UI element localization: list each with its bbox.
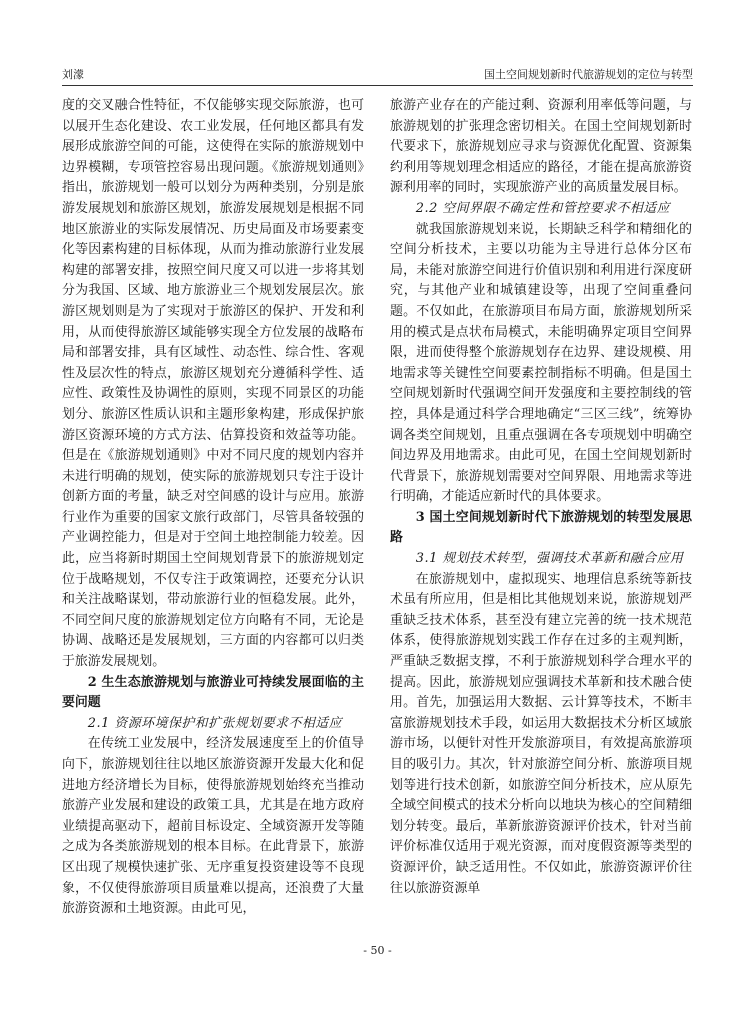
subsection-heading: 2.2 空间界限不确定性和管控要求不相适应: [415, 200, 671, 216]
header-rule: [62, 85, 693, 86]
paragraph: 在传统工业发展中，经济发展速度至上的价值导向下，旅游规划往往以地区旅游资源开发最大化和促进地方经济增长为目标，使得旅游规划始终充当推动旅游产业发展和建设的政策工具，尤其是在地方政府业绩提高驱动下，超前目标设定、全域资源开发等随之成为各类旅游规划的根本目标。在此背景下，旅游区出现了规模快速扩张、无序重复投资建设等不良现象，不仅使得旅游项目质量难以提高，还浪费了大量旅游资源和土地资源。由此可见，: [62, 736, 364, 917]
section-heading: 2 生生态旅游规划与旅游业可持续发展面临的主要问题: [62, 674, 364, 711]
page-number: - 50 -: [363, 944, 392, 957]
paragraph: 旅游产业存在的产能过剩、资源利用率低等问题，与旅游规划的扩张理念密切相关。在国土空间规划新时代要求下，旅游规划应寻求与资源优化配置、资源集约利用等规划理念相适应的路径，才能在提高旅游资源利用率的同时，实现旅游产业的高质量发展目标。: [390, 98, 692, 196]
paragraph: 就我国旅游规划来说，长期缺乏科学和精细化的空间分析技术，主要以功能为主导进行总体分区布局，未能对旅游空间进行价值识别和利用进行深度研究，与其他产业和城镇建设等，出现了空间重叠问题。不仅如此，在旅游项目布局方面，旅游规划所采用的模式是点状布局模式，未能明确界定项目空间界限，进而使得整个旅游规划存在边界、建设规模、用地需求等关键性空间要素控制指标不明确。但是国土空间规划新时代强调空间开发强度和主要控制线的管控，具体是通过科学合理地确定“三区三线”，统筹协调各类空间规划，且重点强调在各专项规划中明确空间边界及用地需求。由此可见，在国土空间规划新时代背景下，旅游规划需要对空间界限、用地需求等进行明确，才能适应新时代的具体要求。: [390, 221, 692, 505]
header-author: 刘濛: [62, 68, 84, 81]
left-column: [62, 96, 364, 920]
subsection-heading: 3.1 规划技术转型，强调技术革新和融合应用: [415, 551, 684, 567]
subsection-heading: 2.1 资源环境保护和扩张规划要求不相适应: [87, 715, 343, 731]
header-journal-title: 国土空间规划新时代旅游规划的定位与转型: [484, 68, 693, 81]
paragraph: 在旅游规划中，虚拟现实、地理信息系统等新技术虽有所应用，但是相比其他规划来说，旅游规划严重缺乏技术体系，甚至没有建立完善的统一技术规范体系，使得旅游规划实践工作存在过多的主观判断，严重缺乏数据支撑，不利于旅游规划科学合理水平的提高。因此，旅游规划应强调技术革新和技术融合使用。首先，加强运用大数据、云计算等技术，不断丰富旅游规划技术手段，如运用大数据技术分析区域旅游市场，以便针对性开发旅游项目，有效提高旅游项目的吸引力。其次，针对旅游空间分析、旅游项目规划等进行技术创新，如旅游空间分析技术，应从原先全域空间模式的技术分析向以地块为核心的空间精细划分转变。最后，革新旅游资源评价技术，针对当前评价标准仅适用于观光资源，而对度假资源等类型的资源评价，缺乏适用性。不仅如此，旅游资源评价往往以旅游资源单: [390, 571, 692, 896]
running-header: [62, 66, 693, 84]
section-heading: 3 国土空间规划新时代下旅游规划的转型发展思路: [390, 509, 692, 546]
right-column: [390, 96, 692, 899]
paragraph: 度的交叉融合性特征，不仅能够实现交际旅游，也可以展开生态化建设、农工业发展，任何地区都具有发展形成旅游空间的可能，这使得在实际的旅游规划中边界模糊，专项管控容易出现问题。《旅游规划通则》指出，旅游规划一般可以划分为两种类别，分别是旅游发展规划和旅游区规划，旅游发展规划是根据不同地区旅游业的实际发展情况、历史局面及市场要素变化等因素构建的目标体现，从而为推动旅游行业发展构建的部署安排，按照空间尺度又可以进一步将其划分为我国、区域、地方旅游业三个规划发展层次。旅游区规划则是为了实现对于旅游区的保护、开发和利用，从而使得旅游区域能够实现全方位发展的战略布局和部署安排，具有区域性、动态性、综合性、客观性及层次性的特点，旅游区规划充分遵循科学性、适应性、政策性及协调性的原则，实现不同景区的功能划分、旅游区性质认识和主题形象构建，形成保护旅游区资源环境的方式方法、估算投资和效益等功能。但是在《旅游规划通则》中对不同尺度的规划内容并未进行明确的规划，使实际的旅游规划只专注于设计创新方面的考量，缺乏对空间感的设计与应用。旅游行业作为重要的国家文旅行政部门，尽管具备较强的产业调控能力，但是对于空间土地控制能力较差。因此，应当将新时期国土空间规划背景下的旅游规划定位于战略规划，不仅专注于政策调控，还要充分认识和关注战略谋划，带动旅游行业的恒稳发展。此外，不同空间尺度的旅游规划定位方向略有不同，无论是协调、战略还是发展规划，三方面的内容都可以归类于旅游发展规划。: [62, 98, 364, 670]
